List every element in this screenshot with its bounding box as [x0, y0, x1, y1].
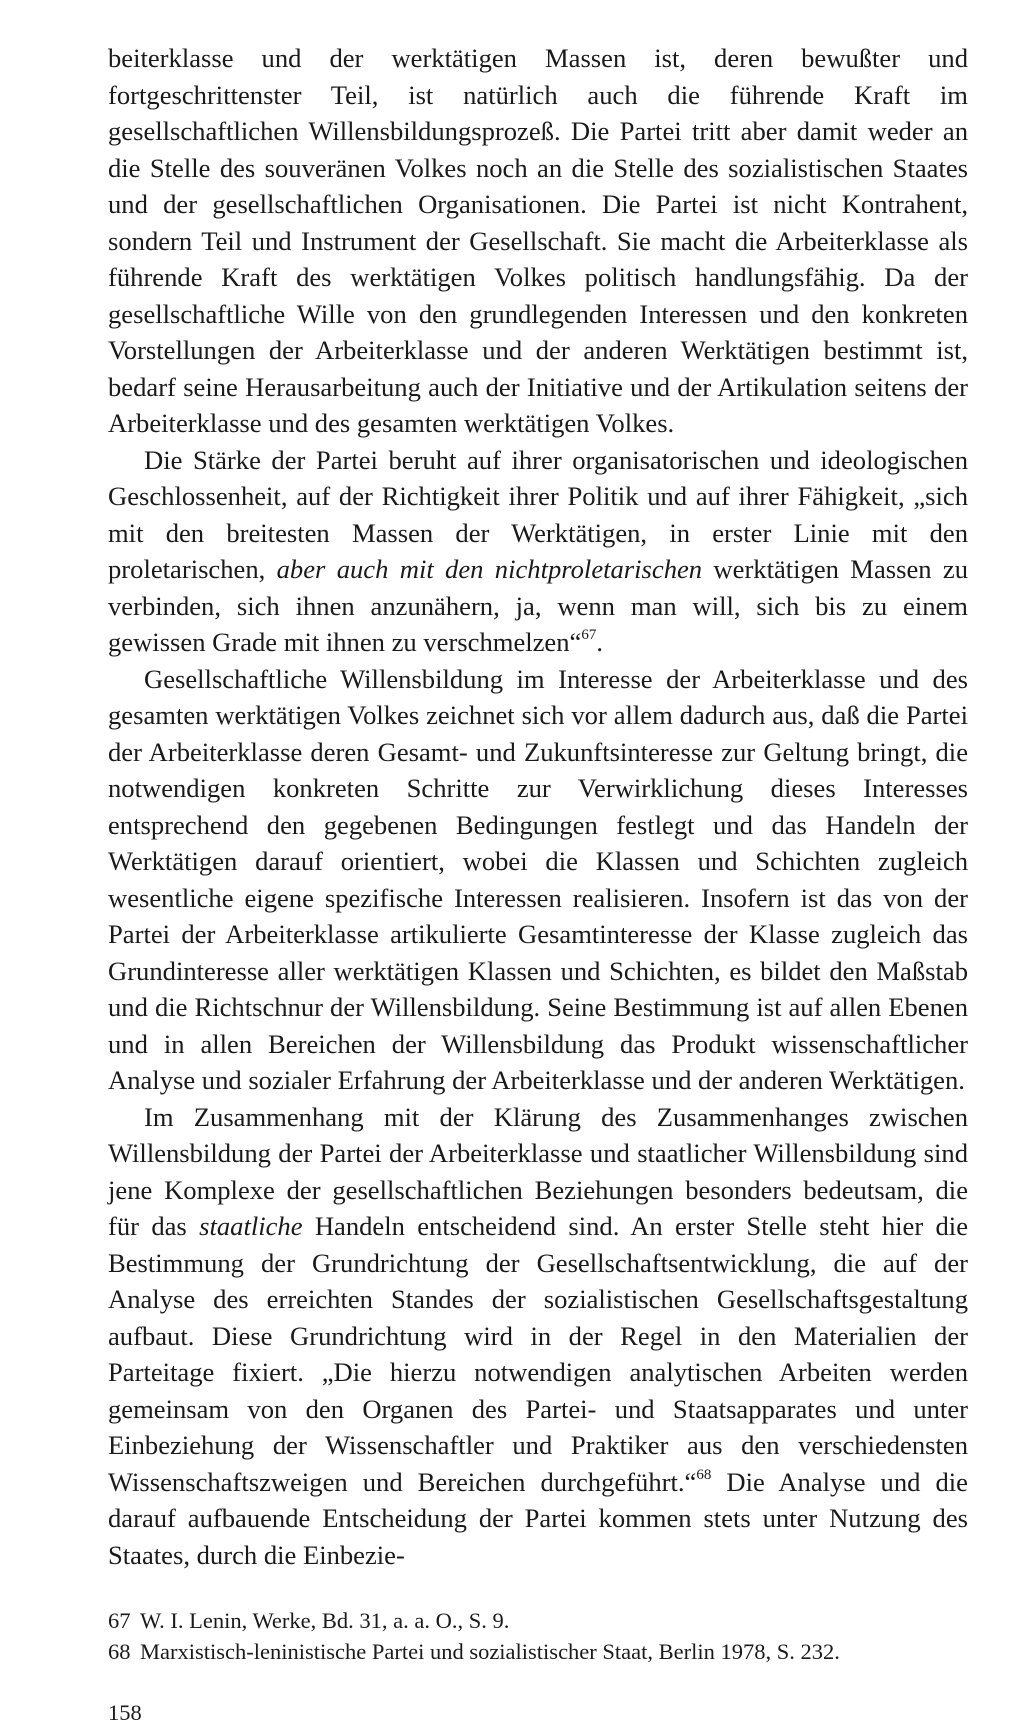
paragraph-text: Die Analyse und die darauf aufbauende Entscheidung der Partei kommen stets unter Nutzung des Staates, durch die Einbezie-	[108, 1466, 968, 1570]
footnote-67	[108, 1605, 968, 1636]
paragraph-text: Gesellschaftliche Willensbildung im Interesse der Arbeiterklasse und des gesamten werktätigen Volkes zeichnet sich vor allem dadurch aus, daß die Partei der Arbeiterklasse deren Gesamt- und Zukunftsinteresse zur Geltung bringt, die notwendigen konkreten Schritte zur Verwirklichung dieses Interesses entsprechend den gegebenen Bedingungen festlegt und das Handeln der Werktätigen darauf orientiert, wobei die Klassen und Schichten zugleich wesentliche eigene spezifische Interessen realisieren. Insofern ist das von der Partei der Arbeiterklasse artikulierte Gesamtinteresse der Klasse zugleich das Grundinteresse aller werktätigen Klassen und Schichten, es bildet den Maßstab und die Richtschnur der Willensbildung. Seine Bestimmung ist auf allen Ebenen und in allen Bereichen der Willensbildung das Produkt wissenschaftlicher Analyse und sozialer Erfahrung der Arbeiterklasse und der anderen Werktätigen.	[108, 663, 968, 1095]
paragraph-4	[108, 1099, 968, 1574]
paragraph-2	[108, 442, 968, 661]
footnote-number: 67	[108, 1608, 131, 1633]
footnote-text: W. I. Lenin, Werke, Bd. 31, a. a. O., S. 9.	[140, 1608, 510, 1633]
footnote-text: Marxistisch-leninistische Partei und sozialistischer Staat, Berlin 1978, S. 232.	[140, 1639, 840, 1664]
footnote-ref-68[interactable]: 68	[696, 1466, 712, 1483]
paragraph-text: Die Stärke der Partei beruht auf ihrer organisatorischen und ideologischen Geschlossenheit, auf der Richtigkeit ihrer Politik und auf ihrer Fähigkeit, „sich mit den breitesten Massen der Werktätigen, in erster Linie mit den proletarischen,	[108, 444, 968, 584]
paragraph-text: Handeln entscheidend sind. An erster Stelle steht hier die Bestimmung der Grundrichtung der Gesellschaftsentwicklung, die auf der Analyse des erreichten Standes der sozialistischen Gesellschaftsgestaltung aufbaut. Diese Grundrichtung wird in der Regel in den Materialien der Parteitage fixiert. „Die hierzu notwendigen analytischen Arbeiten werden gemeinsam von den Organen des Partei- und Staatsapparates und unter Einbeziehung der Wissenschaftler und Praktiker aus den verschiedensten Wissenschaftszweigen und Bereichen durchgeführt.“	[108, 1211, 968, 1497]
paragraph-text: Im Zusammenhang mit der Klärung des Zusammenhanges zwischen Willensbildung der Partei der Arbeiterklasse und staatlicher Willensbildung sind jene Komplexe der gesellschaftlichen Beziehungen besonders bedeutsam, die für das	[108, 1101, 968, 1241]
footnotes	[108, 1605, 968, 1667]
body-text	[108, 40, 968, 1573]
document-page	[108, 40, 968, 1728]
paragraph-text: beiterklasse und der werktätigen Massen ist, deren bewußter und fortgeschrittenster Teil, ist natürlich auch die führende Kraft im gesellschaftlichen Willensbildungsprozeß. Die Partei tritt aber damit weder an die Stelle des souveränen Volkes noch an die Stelle des sozialistischen Staates und der gesellschaftlichen Organisationen. Die Partei ist nicht Kontrahent, sondern Teil und Instrument der Gesellschaft. Sie macht die Arbeiterklasse als führende Kraft des werktätigen Volkes politisch handlungsfähig. Da der gesellschaftliche Wille von den grundlegenden Interessen und den konkreten Vorstellungen der Arbeiterklasse und der anderen Werktätigen bestimmt ist, bedarf seine Herausarbeitung auch der Initiative und der Artikulation seitens der Arbeiterklasse und des gesamten werktätigen Volkes.	[108, 43, 968, 438]
footnote-number: 68	[108, 1639, 131, 1664]
italic-emphasis: aber auch mit den nichtproletarischen	[276, 554, 703, 584]
paragraph-1	[108, 40, 968, 442]
footnote-ref-67[interactable]: 67	[581, 627, 597, 644]
italic-emphasis: staatliche	[199, 1211, 303, 1241]
paragraph-text: werktätigen Massen zu verbinden, sich ihnen anzunähern, ja, wenn man will, sich bis zu einem gewissen Grade mit ihnen zu verschmelzen“	[108, 554, 968, 657]
footnote-68	[108, 1636, 968, 1667]
paragraph-text: .	[596, 627, 603, 657]
paragraph-3	[108, 661, 968, 1099]
page-number: 158	[108, 1700, 142, 1725]
